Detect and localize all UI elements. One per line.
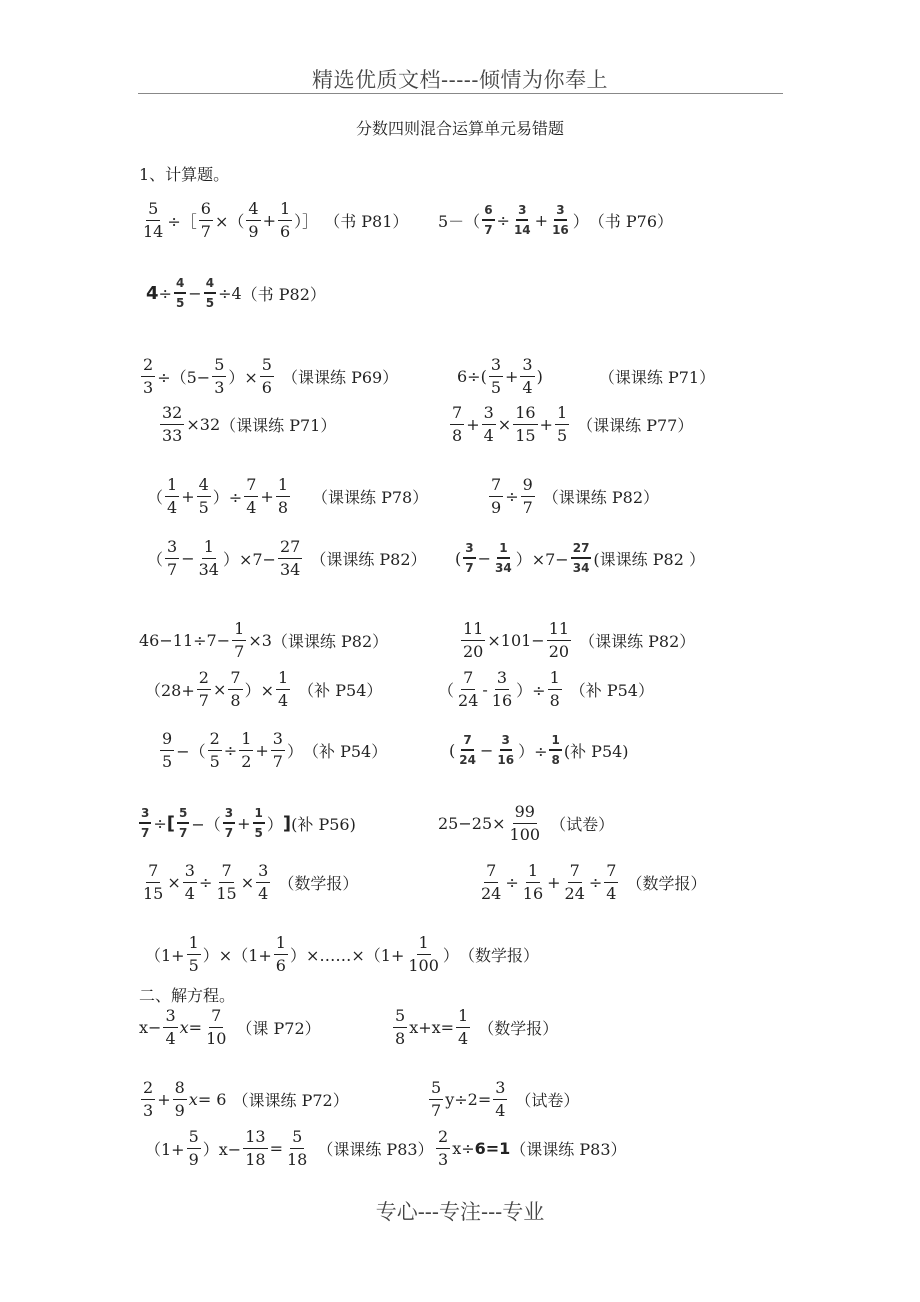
worksheet-title: 分数四则混合运算单元易错题 xyxy=(355,119,564,138)
problem-14: （28+ 2 7 × 7 8 ）× 1 4 （补 P54） xyxy=(145,667,383,710)
problem-6: 32 33 ×32 （课课练 P71） xyxy=(162,402,337,445)
equation-3: 2 3 + 8 9 x = 6 （课课练 P72） xyxy=(143,1077,349,1120)
problem-3: 4 ÷ 4 5 − 4 5 ÷4 （书 P82） xyxy=(146,276,326,310)
problem-12: 46−11÷7− 1 7 ×3 （课课练 P82） xyxy=(139,618,389,661)
problem-10: （ 3 7 − 1 34 ）×7− 27 34 （课课练 P82） xyxy=(147,536,427,579)
page-header: 精选优质文档-----倾情为你奉上 xyxy=(312,68,608,92)
problem-20: 7 15 × 3 4 ÷ 7 15 × 3 4 （数学报） xyxy=(143,860,359,903)
section-calculation: 1、计算题。 xyxy=(139,165,230,184)
equation-5: （1+ 5 9 ）x− 13 18 = 5 18 （课课练 P83） xyxy=(145,1126,434,1169)
header-rule xyxy=(138,93,783,94)
problem-8: （ 1 4 + 4 5 ）÷ 7 4 + 1 8 （课课练 P78） xyxy=(147,474,429,517)
equation-1: x− 3 4 x = 7 10 （课 P72） xyxy=(139,1005,321,1048)
problem-16: 9 5 −（ 2 5 ÷ 1 2 + 3 7 ） （补 P54） xyxy=(162,728,388,771)
problem-22: （1+ 1 5 ）×（1+ 1 6 ）×……×（1+ 1 100 ） （数学报） xyxy=(145,932,539,975)
problem-15: （ 7 24 - 3 16 ）÷ 1 8 （补 P54） xyxy=(438,667,654,710)
problem-5: 6÷( 3 5 + 3 4 ) （课课练 P71） xyxy=(457,354,716,397)
equation-6: 2 3 x÷ 6=1 （课课练 P83） xyxy=(438,1126,627,1169)
page-footer: 专心---专注---专业 xyxy=(375,1200,545,1224)
problem-9: 7 9 ÷ 9 7 （课课练 P82） xyxy=(491,474,659,517)
problem-21: 7 24 ÷ 1 16 + 7 24 ÷ 7 4 （数学报） xyxy=(481,860,707,903)
problem-2: 5－（ 6 7 ÷ 3 14 + 3 16 ） （书 P76） xyxy=(438,203,673,237)
equation-4: 5 7 y÷2= 3 4 （试卷） xyxy=(431,1077,580,1120)
problem-1: 5 14 ÷［ 6 7 ×（ 4 9 + 1 6 ）］ （书 P81） xyxy=(143,198,409,241)
equation-2: 5 8 x+x= 1 4 （数学报） xyxy=(395,1005,559,1048)
problem-13: 11 20 ×101− 11 20 （课课练 P82） xyxy=(463,618,696,661)
problem-7: 7 8 + 3 4 × 16 15 + 1 5 （课课练 P77） xyxy=(452,402,694,445)
problem-18: 3 7 ÷ [ 5 7 −（ 3 7 + 1 5 ） ] (补 P56) xyxy=(141,806,356,840)
problem-4: 2 3 ÷（5− 5 3 ）× 5 6 （课课练 P69） xyxy=(143,354,399,397)
problem-17: ( 7 24 − 3 16 ）÷ 1 8 (补 P54) xyxy=(449,733,629,767)
section-equations: 二、解方程。 xyxy=(139,986,236,1005)
problem-11: ( 3 7 − 1 34 ）×7− 27 34 (课课练 P82 ） xyxy=(455,541,705,575)
problem-19: 25−25× 99 100 （试卷） xyxy=(438,801,615,844)
